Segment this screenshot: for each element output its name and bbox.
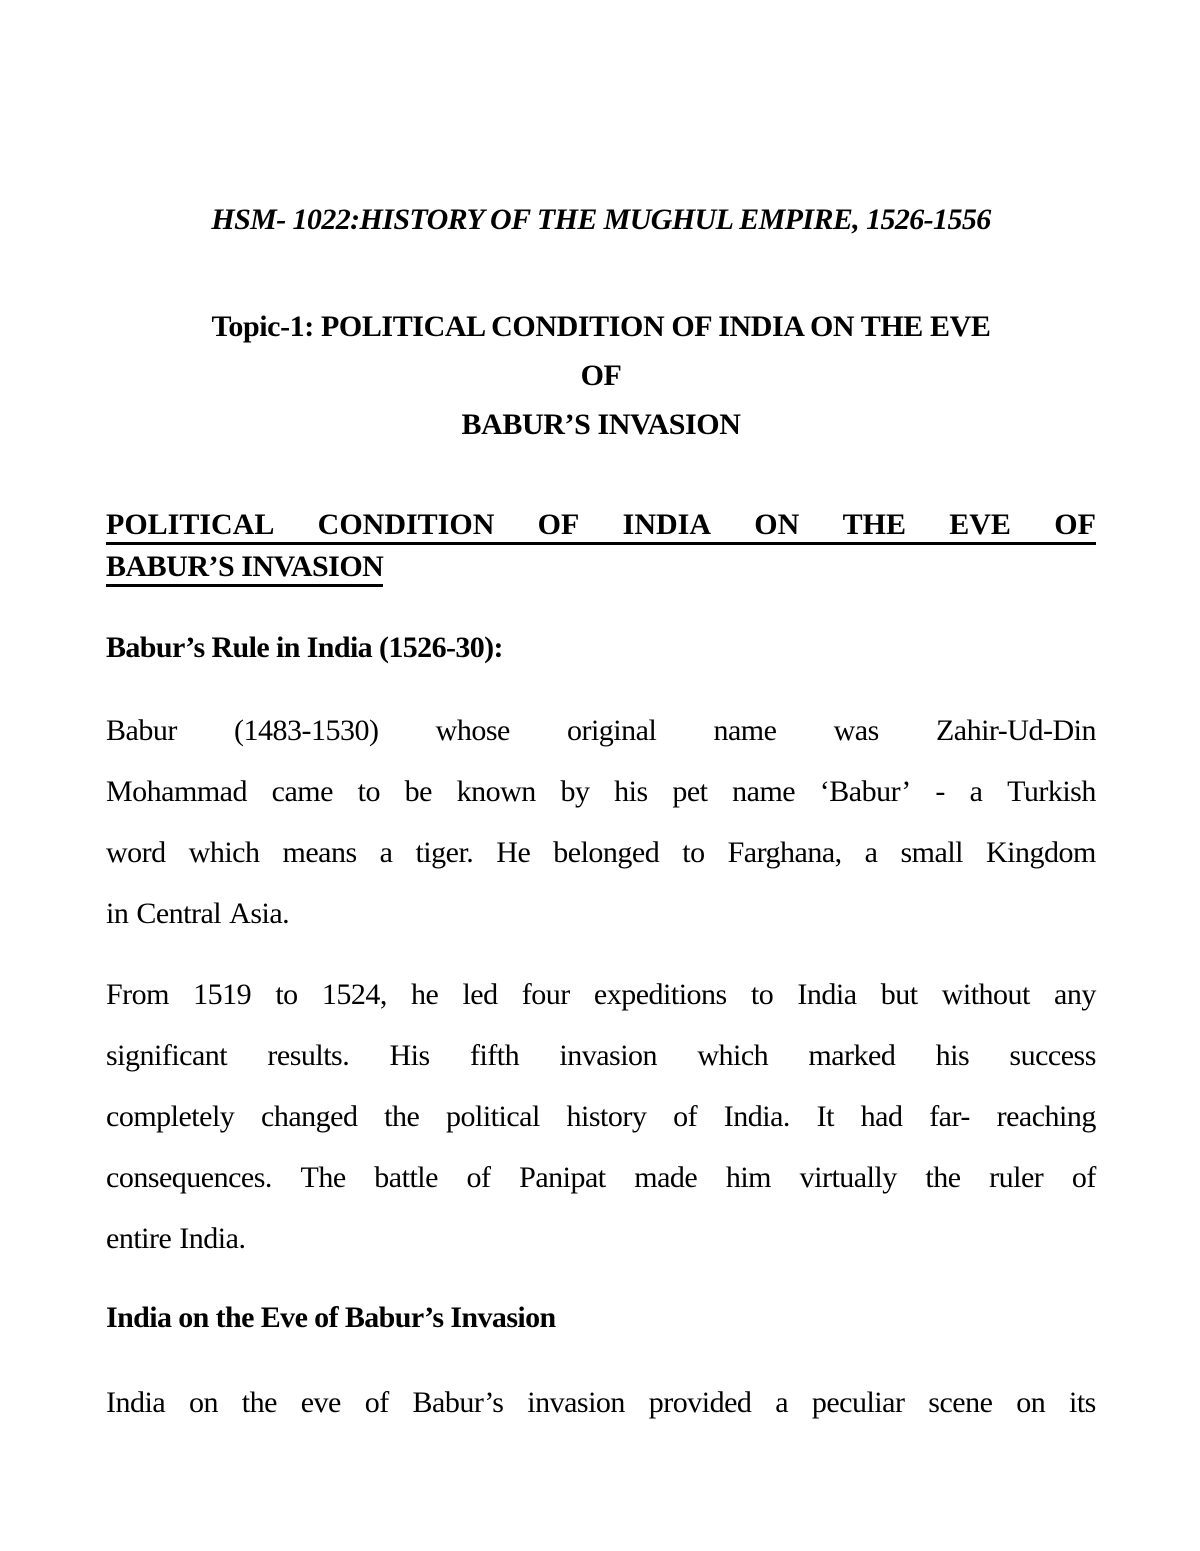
word: 1524, (321, 978, 387, 1011)
paragraph-line (106, 883, 1096, 944)
section-heading-line-2: BABUR’S INVASION (106, 547, 383, 587)
heading-word: POLITICAL (106, 508, 275, 541)
word: invasion (559, 1039, 658, 1072)
word: the (925, 1161, 961, 1194)
heading-word: THE (842, 508, 906, 541)
paragraph-line (106, 822, 1096, 883)
section-heading (106, 505, 1096, 587)
word: him (725, 1161, 772, 1194)
word: small (900, 836, 963, 869)
word: completely (106, 1100, 235, 1133)
word: of (364, 1386, 389, 1419)
subheading-babur-rule: Babur’s Rule in India (1526-30): (106, 631, 503, 664)
word: reaching (996, 1100, 1096, 1133)
word: a (775, 1386, 789, 1419)
word: history (566, 1100, 647, 1133)
heading-word: OF (1054, 508, 1096, 541)
topic-title-line-3: BABUR’S INVASION (461, 408, 741, 441)
word: was (833, 714, 879, 747)
word: word (106, 836, 166, 869)
word: India (797, 978, 857, 1011)
word: India. (723, 1100, 790, 1133)
word: Turkish (1007, 775, 1096, 808)
word: his (935, 1039, 970, 1072)
word: It (816, 1100, 834, 1133)
word: Babur’s (412, 1386, 504, 1419)
word: From (106, 978, 170, 1011)
word: results. (267, 1039, 350, 1072)
paragraph-line (106, 1372, 1096, 1433)
word: ruler (989, 1161, 1044, 1194)
word: far- (929, 1100, 970, 1133)
paragraph-line (106, 1208, 1096, 1269)
paragraph-babur-origin (106, 700, 1096, 944)
paragraph-line (106, 1025, 1096, 1086)
word: entire (106, 1222, 172, 1255)
word: whose (435, 714, 510, 747)
word: significant (106, 1039, 228, 1072)
word: in (106, 897, 129, 930)
word: success (1009, 1039, 1096, 1072)
heading-word: EVE (949, 508, 1011, 541)
word: to (275, 978, 298, 1011)
word: marked (808, 1039, 896, 1072)
paragraph-line (106, 700, 1096, 761)
paragraph-line (106, 1147, 1096, 1208)
topic-title-line-1: Topic-1: POLITICAL CONDITION OF INDIA ON THE EVE (211, 310, 991, 343)
word: a (864, 836, 878, 869)
word: the (384, 1100, 420, 1133)
word: which (697, 1039, 769, 1072)
word: provided (648, 1386, 752, 1419)
word: tiger. (415, 836, 474, 869)
word: without (941, 978, 1030, 1011)
word: his (614, 775, 648, 808)
word: Zahir-Ud-Din (935, 714, 1096, 747)
word: India. (179, 1222, 246, 1255)
word: ‘Babur’ (819, 775, 911, 808)
course-title: HSM- 1022:HISTORY OF THE MUGHUL EMPIRE, 1526-1556 (211, 203, 991, 236)
word: means (282, 836, 357, 869)
word: any (1054, 978, 1096, 1011)
word: eve (300, 1386, 341, 1419)
word: scene (928, 1386, 993, 1419)
word: which (188, 836, 260, 869)
word: His (389, 1039, 430, 1072)
word: political (446, 1100, 540, 1133)
word: on (1016, 1386, 1046, 1419)
word: to (357, 775, 380, 808)
word: Babur (106, 714, 177, 747)
word: Panipat (519, 1161, 606, 1194)
word: of (673, 1100, 698, 1133)
word: pet (672, 775, 708, 808)
paragraph-india-scene (106, 1372, 1096, 1433)
word: had (860, 1100, 903, 1133)
word: virtually (799, 1161, 897, 1194)
word: expeditions (593, 978, 727, 1011)
word: to (682, 836, 705, 869)
word: Kingdom (986, 836, 1096, 869)
word: the (241, 1386, 277, 1419)
word: belonged (553, 836, 660, 869)
word: a (969, 775, 983, 808)
word: came (271, 775, 333, 808)
word: Asia. (229, 897, 290, 930)
word: known (456, 775, 536, 808)
word: name (732, 775, 796, 808)
word: - (935, 775, 945, 808)
word: Farghana, (727, 836, 842, 869)
word: The (300, 1161, 346, 1194)
word: its (1069, 1386, 1096, 1419)
word: led (462, 978, 498, 1011)
paragraph-expeditions (106, 964, 1096, 1269)
word: peculiar (811, 1386, 905, 1419)
word: of (466, 1161, 491, 1194)
word: Mohammad (106, 775, 247, 808)
word: battle (374, 1161, 438, 1194)
topic-title (106, 302, 1096, 449)
word: four (521, 978, 570, 1011)
word: to (750, 978, 774, 1011)
word: invasion (527, 1386, 625, 1419)
word: of (1071, 1161, 1096, 1194)
paragraph-line (106, 964, 1096, 1025)
word: by (560, 775, 590, 808)
word: changed (261, 1100, 358, 1133)
section-heading-line-1 (106, 505, 1096, 545)
word: He (496, 836, 531, 869)
heading-word: CONDITION (317, 508, 495, 541)
heading-word: OF (537, 508, 580, 541)
word: India (106, 1386, 166, 1419)
word: on (188, 1386, 218, 1419)
word: he (410, 978, 439, 1011)
word: be (404, 775, 432, 808)
heading-word: INDIA (622, 508, 711, 541)
topic-title-line-2: OF (580, 359, 622, 392)
paragraph-line (106, 761, 1096, 822)
word: (1483-1530) (234, 714, 379, 747)
word: made (634, 1161, 698, 1194)
word: original (566, 714, 657, 747)
word: name (713, 714, 777, 747)
word: consequences. (106, 1161, 272, 1194)
word: a (379, 836, 393, 869)
subheading-india-on-eve: India on the Eve of Babur’s Invasion (106, 1301, 556, 1334)
word: but (880, 978, 918, 1011)
paragraph-line (106, 1086, 1096, 1147)
word: 1519 (193, 978, 252, 1011)
word: Central (136, 897, 222, 930)
word: fifth (469, 1039, 520, 1072)
heading-word: ON (754, 508, 800, 541)
